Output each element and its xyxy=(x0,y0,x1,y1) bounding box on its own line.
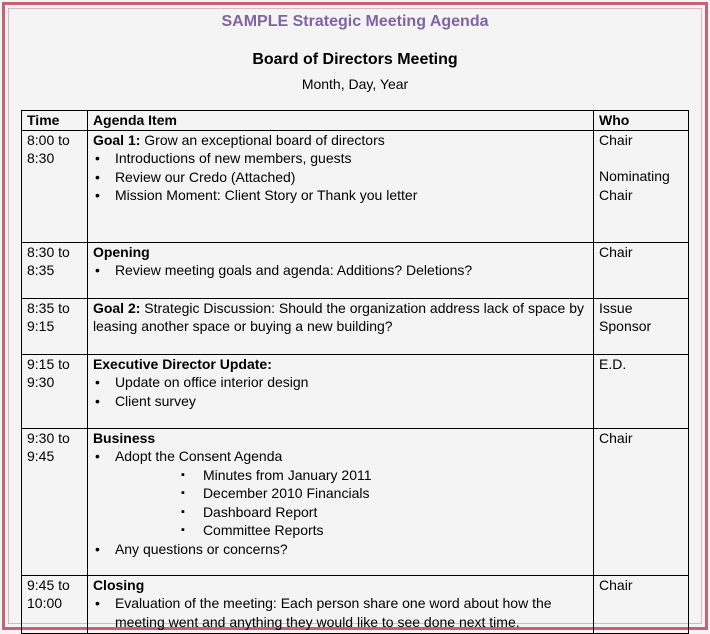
time-cell: 8:35 to 9:15 xyxy=(22,298,88,354)
list-item: • Adopt the Consent Agenda xyxy=(93,447,588,466)
list-item: • Mission Moment: Client Story or Thank you letter xyxy=(93,186,588,205)
sub-list-item: ▪ Dashboard Report xyxy=(181,503,588,522)
item-heading: Opening xyxy=(92,243,150,260)
agenda-cell xyxy=(87,130,593,242)
agenda-cell xyxy=(87,242,593,298)
agenda-table xyxy=(21,110,689,634)
table-row xyxy=(22,575,689,633)
time-cell: 9:45 to 10:00 xyxy=(22,575,88,633)
table-row xyxy=(22,354,689,428)
item-heading: Executive Director Update: xyxy=(92,355,272,372)
item-heading-text: Grow an exceptional board of directors xyxy=(140,131,385,148)
list-item: • Evaluation of the meeting: Each person share one word about how the meeting went and anything they would like to see done next time. xyxy=(93,594,588,631)
who-cell: Chair xyxy=(594,242,689,298)
table-row xyxy=(22,428,689,575)
item-heading-text: Strategic Discussion: Should the organization address lack of space by leasing another space or buying a new building? xyxy=(92,299,584,334)
who-cell xyxy=(594,130,689,242)
list-item: • Update on office interior design xyxy=(93,373,588,392)
meeting-date: Month, Day, Year xyxy=(301,76,409,92)
list-item: • Any questions or concerns? xyxy=(93,540,588,559)
who-label: Chair xyxy=(599,131,633,148)
time-cell: 8:30 to 8:35 xyxy=(22,242,88,298)
page-frame xyxy=(2,2,708,630)
header-row xyxy=(22,111,689,131)
time-cell: 8:00 to 8:30 xyxy=(22,130,88,242)
agenda-cell xyxy=(87,298,593,354)
item-heading: Goal 2: xyxy=(92,299,141,316)
who-cell: Issue Sponsor xyxy=(594,298,689,354)
table-row xyxy=(22,298,689,354)
agenda-cell xyxy=(87,575,593,633)
header-time: Time xyxy=(22,111,88,131)
item-heading: Goal 1: xyxy=(92,131,141,148)
list-item: • Introductions of new members, guests xyxy=(93,149,588,168)
item-heading: Closing xyxy=(92,576,145,593)
time-cell: 9:30 to 9:45 xyxy=(22,428,88,575)
sub-list-item: ▪ December 2010 Financials xyxy=(181,484,588,503)
header-who: Who xyxy=(594,111,689,131)
list-item: • Review our Credo (Attached) xyxy=(93,168,588,187)
sub-list-item: ▪ Committee Reports xyxy=(181,521,588,540)
header-agenda-item: Agenda Item xyxy=(87,111,593,131)
table-row xyxy=(22,130,689,242)
time-cell: 9:15 to 9:30 xyxy=(22,354,88,428)
list-item: • Review meeting goals and agenda: Additions? Deletions? xyxy=(93,261,588,280)
page-title: SAMPLE Strategic Meeting Agenda xyxy=(221,13,489,30)
item-heading: Business xyxy=(92,429,156,446)
who-cell: Chair xyxy=(594,428,689,575)
meeting-title: Board of Directors Meeting xyxy=(252,51,458,68)
agenda-cell xyxy=(87,428,593,575)
table-row xyxy=(22,242,689,298)
list-item: • Client survey xyxy=(93,392,588,411)
who-cell: Chair xyxy=(594,575,689,633)
who-label: Nominating Chair xyxy=(599,168,670,203)
agenda-cell xyxy=(87,354,593,428)
who-cell: E.D. xyxy=(594,354,689,428)
sub-list-item: ▪ Minutes from January 2011 xyxy=(181,466,588,485)
